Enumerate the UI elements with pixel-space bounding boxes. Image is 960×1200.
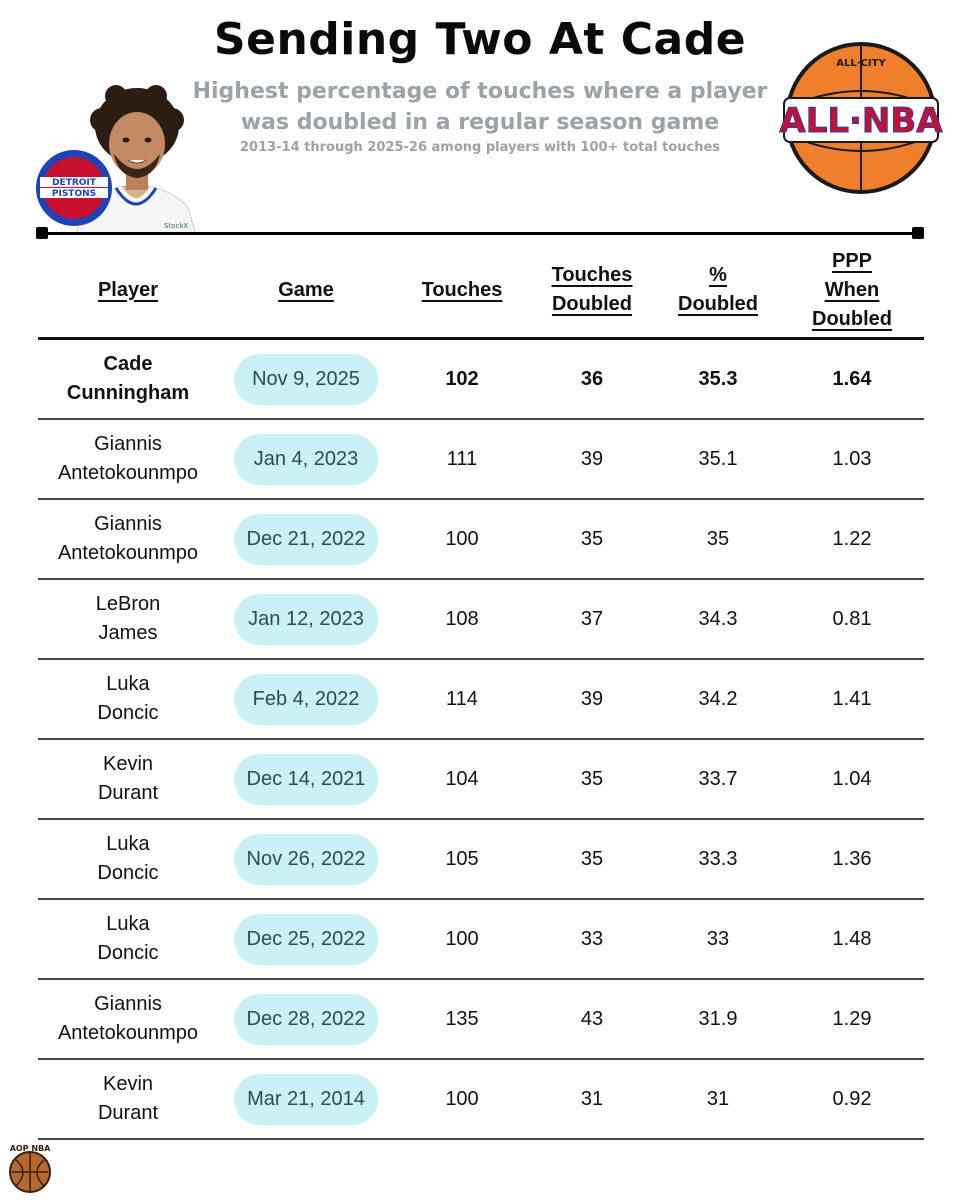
header-pct-doubled: % Doubled <box>678 264 758 315</box>
game-date-pill: Dec 14, 2021 <box>234 754 378 805</box>
chart-title: Sending Two At Cade <box>213 14 747 65</box>
game-date-pill: Feb 4, 2022 <box>234 674 378 725</box>
touches-value: 100 <box>445 1087 479 1110</box>
subtitle-line-2: was doubled in a regular season game <box>240 110 720 135</box>
pct-doubled-value: 33 <box>706 927 730 950</box>
header-ppp-when-doubled: PPP When Doubled <box>812 249 892 330</box>
pistons-logo-text-2: PISTONS <box>51 189 97 199</box>
touches-doubled-value: 35 <box>580 847 604 870</box>
table-row <box>38 660 924 740</box>
game-date-pill: Jan 12, 2023 <box>234 594 378 645</box>
jersey-sponsor-text: StockX <box>164 222 189 230</box>
pct-doubled-value: 35 <box>706 527 730 550</box>
header-player: Player <box>97 278 159 301</box>
header-game: Game <box>278 278 334 301</box>
table-row <box>38 900 924 980</box>
touches-value: 135 <box>445 1007 479 1030</box>
ppp-value: 0.81 <box>832 607 872 630</box>
pct-doubled-value: 34.3 <box>698 607 738 630</box>
all-nba-text: ALL·NBA <box>779 101 943 141</box>
player-name: Giannis Antetokounmpo <box>57 433 199 484</box>
subtitle-line-1: Highest percentage of touches where a player <box>192 79 768 104</box>
touches-doubled-value: 35 <box>580 767 604 790</box>
header-divider <box>42 232 918 235</box>
ppp-value: 1.29 <box>832 1007 872 1030</box>
player-name: Cade Cunningham <box>66 353 190 404</box>
table-row <box>38 740 924 820</box>
all-city-text: ALL·CITY <box>836 58 886 69</box>
table-row <box>38 500 924 580</box>
touches-doubled-value: 35 <box>580 527 604 550</box>
table-row <box>38 1060 924 1140</box>
pct-doubled-value: 34.2 <box>698 687 738 710</box>
player-name: Giannis Antetokounmpo <box>57 993 199 1044</box>
touches-doubled-value: 39 <box>580 447 604 470</box>
ppp-value: 1.41 <box>832 687 872 710</box>
table-row <box>38 580 924 660</box>
ppp-value: 1.22 <box>832 527 872 550</box>
pistons-logo <box>36 150 112 226</box>
game-date-pill: Dec 21, 2022 <box>234 514 378 565</box>
ppp-value: 1.36 <box>832 847 872 870</box>
touches-value: 114 <box>446 687 478 710</box>
ppp-value: 1.64 <box>832 367 872 390</box>
pct-doubled-value: 33.7 <box>698 767 738 790</box>
table-header <box>38 240 924 340</box>
table-row <box>38 340 924 420</box>
touches-value: 100 <box>445 527 479 550</box>
touches-value: 105 <box>445 847 479 870</box>
ppp-value: 1.03 <box>832 447 872 470</box>
game-date-pill: Dec 28, 2022 <box>234 994 378 1045</box>
touches-value: 111 <box>446 447 478 470</box>
game-date-pill: Nov 26, 2022 <box>234 834 378 885</box>
touches-value: 102 <box>445 367 479 390</box>
touches-value: 108 <box>445 607 479 630</box>
game-date-pill: Dec 25, 2022 <box>234 914 378 965</box>
divider-cap-left <box>36 227 48 239</box>
chart-note: 2013-14 through 2025-26 among players with 100+ total touches <box>239 140 721 155</box>
player-name: LeBron James <box>95 593 161 644</box>
aop-logo-text: AOP NBA <box>9 1144 51 1153</box>
table-row <box>38 420 924 500</box>
player-name: Luka Doncic <box>97 913 159 964</box>
player-name: Giannis Antetokounmpo <box>57 513 199 564</box>
player-name: Kevin Durant <box>97 753 159 804</box>
header-touches-doubled: Touches Doubled <box>551 264 633 315</box>
table-row <box>38 820 924 900</box>
touches-doubled-value: 33 <box>580 927 604 950</box>
player-name: Kevin Durant <box>97 1073 159 1124</box>
header-touches: Touches <box>421 278 503 301</box>
ppp-value: 0.92 <box>832 1087 872 1110</box>
touches-value: 104 <box>445 767 479 790</box>
player-photo <box>36 80 236 235</box>
touches-doubled-value: 43 <box>580 1007 604 1030</box>
aop-nba-logo <box>4 1142 56 1194</box>
ppp-value: 1.48 <box>832 927 872 950</box>
pct-doubled-value: 35.3 <box>698 367 738 390</box>
touches-doubled-value: 36 <box>580 367 604 390</box>
touches-doubled-value: 37 <box>580 607 604 630</box>
pct-doubled-value: 35.1 <box>698 447 738 470</box>
divider-cap-right <box>912 227 924 239</box>
game-date-pill: Jan 4, 2023 <box>234 434 378 485</box>
pct-doubled-value: 31.9 <box>698 1007 738 1030</box>
player-name: Luka Doncic <box>97 673 159 724</box>
stats-table <box>38 240 924 1140</box>
pistons-logo-text-1: DETROIT <box>52 178 96 188</box>
table-row <box>38 980 924 1060</box>
game-date-pill: Nov 9, 2025 <box>234 354 378 405</box>
pct-doubled-value: 31 <box>706 1087 730 1110</box>
player-name: Luka Doncic <box>97 833 159 884</box>
chart-subtitle <box>190 76 770 138</box>
pct-doubled-value: 33.3 <box>698 847 738 870</box>
ppp-value: 1.04 <box>832 767 872 790</box>
touches-doubled-value: 31 <box>580 1087 604 1110</box>
touches-value: 100 <box>445 927 479 950</box>
all-nba-logo <box>776 36 946 196</box>
touches-doubled-value: 39 <box>580 687 604 710</box>
game-date-pill: Mar 21, 2014 <box>234 1074 378 1125</box>
